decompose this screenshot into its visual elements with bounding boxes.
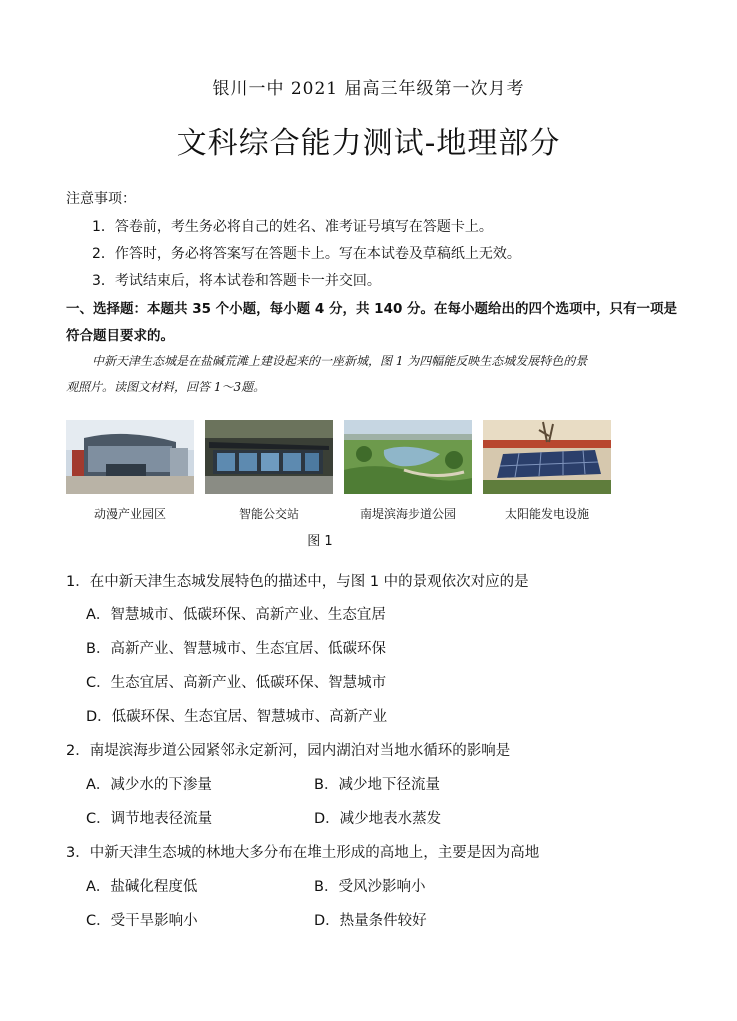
intro-line2: 观照片。读图文材料，回答 1～3题。 <box>66 380 266 394</box>
photo-solar-facility <box>483 420 611 494</box>
question-2-option-d[interactable]: D．减少地表水蒸发 <box>314 811 442 827</box>
question-1-stem: 1．在中新天津生态城发展特色的描述中，与图 1 中的景观依次对应的是 <box>66 574 529 590</box>
question-3-option-b[interactable]: B．受风沙影响小 <box>314 879 426 895</box>
figure-1 <box>66 420 611 500</box>
figure-label: 图 1 <box>307 534 333 549</box>
question-2-stem: 2．南堤滨海步道公园紧邻永定新河，园内湖泊对当地水循环的影响是 <box>66 743 511 759</box>
notes-heading: 注意事项： <box>66 191 136 207</box>
question-3-option-c[interactable]: C．受干旱影响小 <box>86 913 198 929</box>
question-2-option-b[interactable]: B．减少地下径流量 <box>314 777 440 793</box>
question-1-option-b[interactable]: B．高新产业、智慧城市、生态宜居、低碳环保 <box>86 641 386 657</box>
photo-animation-park <box>66 420 194 494</box>
caption-coastal-walkway-park: 南堤滨海步道公园 <box>359 507 456 521</box>
intro-line1: 中新天津生态城是在盐碱荒滩上建设起来的一座新城，图 1 为四幅能反映生态城发展特色的景 <box>92 354 588 368</box>
question-3-option-a[interactable]: A．盐碱化程度低 <box>86 879 198 895</box>
question-1-option-d[interactable]: D．低碳环保、生态宜居、智慧城市、高新产业 <box>86 709 388 725</box>
section-instruction-line1: 一、选择题：本题共 35 个小题，每小题 4 分，共 140 分。在每小题给出的四个选项中，只有一项是 <box>66 301 678 317</box>
photo-coastal-walkway-park <box>344 420 472 494</box>
note-item-2: 2．作答时，务必将答案写在答题卡上。写在本试卷及草稿纸上无效。 <box>92 246 521 262</box>
question-2-option-a[interactable]: A．减少水的下渗量 <box>86 777 212 793</box>
caption-animation-park: 动漫产业园区 <box>93 507 166 521</box>
question-1-option-c[interactable]: C．生态宜居、高新产业、低碳环保、智慧城市 <box>86 675 387 691</box>
note-item-1: 1．答卷前，考生务必将自己的姓名、准考证号填写在答题卡上。 <box>92 219 493 235</box>
caption-smart-bus-stop: 智能公交站 <box>238 507 299 521</box>
question-3-option-d[interactable]: D．热量条件较好 <box>314 913 427 929</box>
caption-solar-facility: 太阳能发电设施 <box>504 507 589 521</box>
section-instruction-line2: 符合题目要求的。 <box>66 328 174 344</box>
photo-smart-bus-stop <box>205 420 333 494</box>
question-3-stem: 3．中新天津生态城的林地大多分布在堆土形成的高地上，主要是因为高地 <box>66 845 540 861</box>
question-1-option-a[interactable]: A．智慧城市、低碳环保、高新产业、生态宜居 <box>86 607 386 623</box>
question-2-option-c[interactable]: C．调节地表径流量 <box>86 811 213 827</box>
exam-subtitle: 银川一中 2021 届高三年级第一次月考 <box>212 79 525 99</box>
exam-title: 文科综合能力测试-地理部分 <box>176 126 561 161</box>
note-item-3: 3．考试结束后，将本试卷和答题卡一并交回。 <box>92 273 381 289</box>
